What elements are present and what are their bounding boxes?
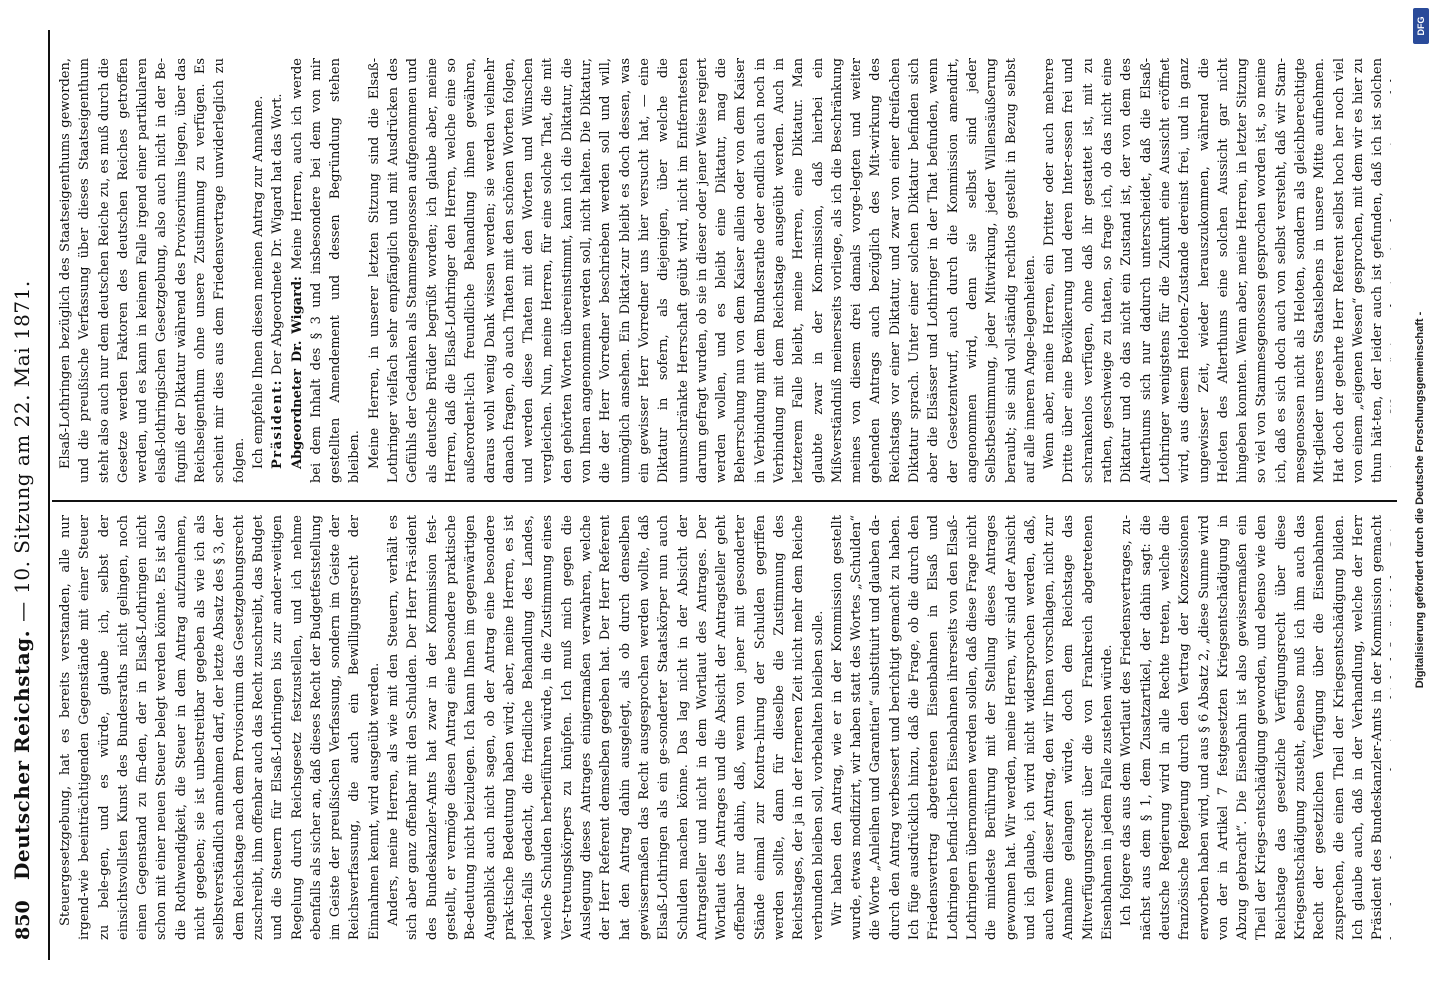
- statement-text: Der Abgeordnete Dr. Wigard hat das Wort.: [270, 93, 286, 375]
- paragraph: Anders, meine Herren, als wie mit den Steuern, verhält es sich aber ganz offenbar mit den Schulden. Der Herr Prä-sident des Bundeskanzler-Amts hat zwar in der Kommission fest-gestellt, er vermöge diesen Antrag eine besondere praktische Be-deutung nicht beizulegen. Ich kann Ihnen im gegenwärtigen Augenblick auch nicht sagen, ob der Antrag eine besondere prak-tische Bedeutung haben wird; aber, meine Herren, es ist jeden-falls gedacht, die friedliche Behandlung des Landes, welche Schulden herbeiführen würde, in die Zustimmung eines Ver-tretungskörpers zu knüpfen. Ich muß mich gegen die Auslegung dieses Antrages einigermaßen verwahren, welche der Herr Referent demselben gegeben hat. Der Herr Referent hat den Antrag dahin ausgelegt, als ob durch denselben gewissermaßen das Recht ausgesprochen werden wollte, daß Elsaß-Lothringen als ein ge-sonderter Staatskörper nun auch Schulden machen könne. Das lag nicht in der Absicht der Antragsteller und nicht in dem Wortlaut des Antrages. Der Wortlaut des Antrages und die Absicht der Antragsteller geht offenbar nur dahin, daß, wenn von jener mit gesonderter Stände einmal zur Kontra-hirung der Schulden gegriffen werden sollte, dann für dieselbe die Zustimmung des Reichstages, der ja in der ferneren Zeit nicht mehr dem Reiche verbunden bleiben soll, vorbehalten bleiben solle.: [386, 515, 826, 940]
- paragraph: Wenn aber, meine Herren, ein Dritter oder auch mehrere Dritte über eine Bevölkerung und deren Inter-essen frei und schrankenlos verfügen, ohne daß ihr gestattet ist, mit zu rathen, geschweige zu thaten, so frage ich, ob das nicht eine Diktatur und ob das nicht ein Zustand ist, der von dem des Alterthums sich nur dadurch unterscheidet, daß die Elsaß-Lothringer wenigstens für die Zukunft eine Aussicht eröffnet wird, aus diesem Heloten-Zustande dereinst frei, und in ganz ungewisser Zeit, wieder herauszukommen, während die Heloten des Alterthums eine solchen Aussicht gar nicht hingeben konnten. Wenn aber, meine Herren, in letzter Sitzung so viel von Stammesgenossen gesprochen worden ist, so meine ich, daß es sich doch auch von selbst versteht, daß wir Stam-mesgenossen nicht als Heloten, sondern als gleichberechtigte Mit-glieder unseres Staatslebens in unsere Mitte aufnehmen. Hat doch der geehrte Herr Referent selbst hoch her noch viel von einem „eigenen Wesen“ gesprochen, mit dem wir es hier zu thun hät-ten, der leider auch ist gefunden, daß ich ist solchen: [1042, 58, 1386, 483]
- column-divider: [52, 500, 1397, 502]
- paragraph: Meine Herren, in unserer letzten Sitzung sind die Elsaß-Lothringer vielfach sehr empfänglich und mit Ausdrücken des Gefühls der Gedanken als Stammesgenossen aufgenommen und als deutsche Brüder begrüßt worden; ich glaube aber, meine Herren, daß die Elsaß-Lothringer den Herren, welche eine so außerordent-lich freundliche Behandlung ihnen gewähren, daraus wohl wenig Dank wissen werden; sie werden vielmehr danach fragen, ob auch Thaten mit den schönen Worten folgen, und werden diese Thaten mit den Worten und Wünschen vergleichen. Nun, meine Herren, für eine solche That, die mit den gehörten Worten übereinstimmt, kann ich die Diktatur, die von Ihnen angenommen werden soll, nicht halten. Die Diktatur, die der Herr Vorredner beschrieben werden soll und will, unmöglich ansehen. Ein Diktat-zur bleibt es doch dessen, was ein gewisser Herr Vorredner uns hier versucht hat, — eine Diktatur in sofern, als diejenigen, über welche die unumschränkte Herrschaft geübt wird, nicht im Entferntesten darum gefragt wurden, ob sie in dieser oder jener Weise regiert werden wollen, und es bleibt eine Diktatur, mag die Beherrschung nun von dem Kaiser allein oder von dem Kaiser in Verbindung mit dem Bundesrathe oder endlich auch noch in Verbindung mit dem Reichstage ausgeübt werden. Auch in letzterem Falle bleibt, meine Herren, eine Diktatur. Man glaubte zwar in der Kom-mission, daß hierbei ein Mißverständniß meinerseits vorliege, als ich die Beschränkung meines von diesem drei damals vorge-legten und weiter gehenden Antrags auch bezüglich des Mit-wirkung des Reichstags vor einer Diktatur, und zwar von einer dreifachen Diktatur sprach. Unter einer solchen Diktatur befinden sich aber die Elsässer und Lothringer in der That befunden, wenn der Gesetzentwurf, auch durch die Kommission amendirt, angenommen wird, denn sie selbst sind jeder Selbstbestimmung, jeder Mitwirkung, jeder Willensäußerung beraubt; sie sind voll-ständig rechtlos gestellt in Bezug selbst auf alle inneren Ange-legenheiten.: [366, 58, 1038, 483]
- page-header: [10, 40, 44, 940]
- speaker-name: Präsident:: [270, 379, 286, 469]
- paragraph: Steuergesetzgebung, hat es bereits verstanden, alle nur irgend-wie beeinträchtigenden Gegenstände mit einer Steuer zu bele-gen, und es würde, glaube ich, selbst der einsichtsvollsten Kunst des Bundesraths nicht gelingen, noch einen Gegenstand zu fin-den, der in Elsaß-Lothringen nicht schon mit einer neuen Steuer belegt werden könnte. Es ist also die Rothwendigkeit, die Steuer in dem Antrag aufzunehmen, nicht gegeben; sie ist unbestreitbar gegeben als wie ich als selbstverständlich annehmen darf, der letzte Absatz des § 3, der dem Reichstage nach dem Provisorium das Gesetzgebungsrecht zuschreibt, ihm offenbar auch das Recht zuschreibt, das Budget und die Steuern für Elsaß-Lothringen bis zur ander-weitigen Regelung durch Reichsgesetz festzustellen, und ich nehme ebenfalls als sicher an, daß dieses Recht der Budgetfeststellung im Geiste der preußischen Verfassung, sondern im Geiste der Reichsverfassung, die auch ein Bewilligungsrecht der Einnahmen kennt, wird ausgeübt werden.: [58, 515, 382, 940]
- speaker-name: Abgeordneter Dr. Wigard:: [289, 276, 305, 469]
- left-column: [56, 515, 1391, 940]
- header-rule: [48, 30, 50, 960]
- paragraph: Wir haben den Antrag, wie er in der Kommission gestellt wurde, etwas modifizirt, wir haben statt des Wortes „Schulden“ die Worte „Anleihen und Garantien“ substituirt und glauben da-durch den Antrag verbessert und berichtigt gemacht zu haben. Ich füge ausdrücklich hinzu, daß die Frage, ob die durch den Friedensvertrag abgetretenen Eisenbahnen in Elsaß und Lothringen befind-lichen Eisenbahnen ihrerseits von den Elsaß-Lothringern übernommen werden sollen, daß diese Frage nicht die mindeste Berührung mit der Stellung dieses Antrages gewonnen hat. Wir werden, meine Herren, wir sind der Ansicht und ich glaube, ich wird nicht widersprochen werden, daß, auch wenn dieser Antrag, den wir Ihnen vorschlagen, nicht zur Annahme gelangen würde, doch dem Reichstage das Mitverfügungsrecht über die von Frankreich abgetretenen Eisenbahnen in jedem Falle zustehen würde.: [829, 515, 1116, 940]
- speaker-intro: [288, 58, 365, 483]
- digitization-credit: [1408, 0, 1432, 1000]
- statement-text: Meine Herren, auch ich werde bei dem Inhalt des § 3 und insbesondere bei dem von mir gestellten Amendement und dessen Begründung stehen bleiben.: [289, 58, 363, 483]
- dfg-logo-text: DFG: [1416, 16, 1426, 36]
- paragraph: Ich empfehle Ihnen diesen meinen Antrag zur Annahme.: [250, 95, 266, 469]
- president-statement: [268, 58, 287, 483]
- paragraph: Ich folgere das aus dem Wortlaut des Friedensvertrages, zu-nächst aus dem § 1, dem Zusatzartikel, der dahin sagt: die deutsche Regierung wird in alle Rechte treten, welche die französische Regierung durch den Vertrag der Konzessionen erworben haben wird, und aus § 6 Absatz 2, „diese Summe wird von der in Artikel 7 festgesetzten Kriegsentschädigung in Abzug gebracht“. Die Eisenbahn ist also gewissermaßen ein Theil der Kriegs-entschädigung geworden, und ebenso wie den Reichstage das gesetzliche Verfügungsrecht über diese Kriegsentschädigung zusteht, ebenso muß ich ihm auch das Recht der gesetzlichen Verfügung über die Eisenbahnen zusprechen, die einen Theil der Kriegsentschädigung bilden. Ich glaube auch, daß in der Verhandlung, welche der Herr Präsident des Bundeskanzler-Amts in der Kommission gemacht: [1119, 515, 1386, 940]
- header-separator: —: [10, 601, 34, 622]
- credit-text: Digitalisierung gefördert durch die Deutsche Forschungsgemeinschaft -: [1414, 311, 1426, 689]
- session-date: 10. Sitzung am 22. Mai 1871.: [10, 280, 34, 594]
- right-column: [56, 58, 1391, 483]
- paragraph: Elsaß-Lothringen bezüglich des Staatseigenthums geworden, und die preußische Verfassung über dieses Staatseigenthum steht also auch nur dem deutschen Reiche zu, es muß durch die Gesetze werden Faktoren des deutschen Reiches getroffen werden, und es kann in keinem Falle irgend einer partikularen elsaß-lothringischen Gesetzgebung, also auch nicht in der Be-fugniß der Diktatur während des Provisoriums liegen, über das Reichseigenthum ohne unsere Zustimmung zu verfügen. Es scheint mir dies aus dem Friedensvertrage unwiderleglich zu folgen.: [58, 58, 247, 483]
- publication-title: Deutscher Reichstag.: [10, 629, 34, 880]
- page-number: 850: [12, 900, 34, 940]
